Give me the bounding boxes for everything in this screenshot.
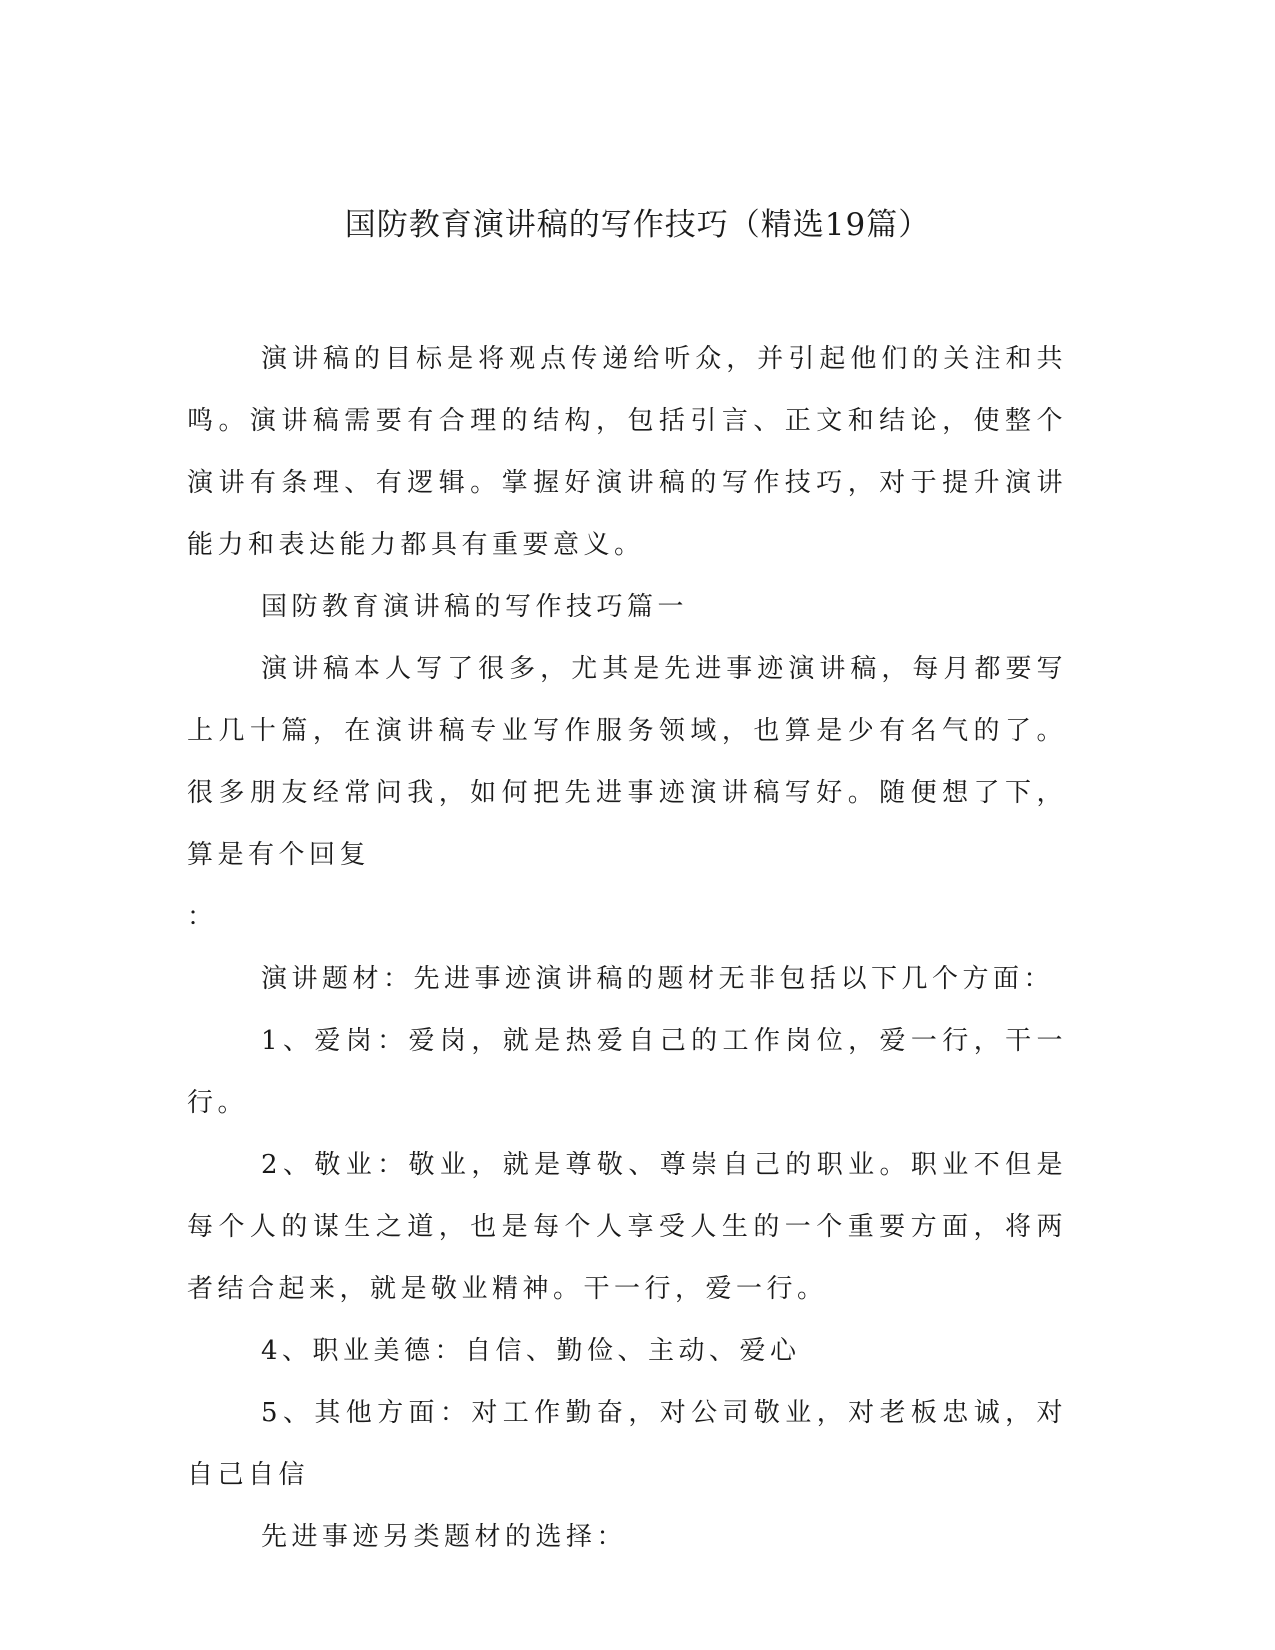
body-paragraph: 演讲稿本人写了很多，尤其是先进事迹演讲稿，每月都要写上几十篇，在演讲稿专业写作服务领域，也算是少有名气的了。很多朋友经常问我，如何把先进事迹演讲稿写好。随便想了下，算是有个回复: [187, 654, 1067, 870]
list-item: 2、敬业：敬业，就是尊敬、尊崇自己的职业。职业不但是每个人的谋生之道，也是每个人享受人生的一个重要方面，将两者结合起来，就是敬业精神。干一行，爱一行。: [187, 1150, 1067, 1304]
document-body: [187, 328, 1067, 1568]
intro-paragraph: 演讲稿的目标是将观点传递给听众，并引起他们的关注和共鸣。演讲稿需要有合理的结构，包括引言、正文和结论，使整个演讲有条理、有逻辑。掌握好演讲稿的写作技巧，对于提升演讲能力和表达能力都具有重要意义。: [187, 344, 1067, 560]
list-item: 5、其他方面：对工作勤奋，对公司敬业，对老板忠诚，对自己自信: [187, 1398, 1067, 1490]
body-paragraph: 先进事迹另类题材的选择：: [261, 1522, 628, 1552]
list-item: 1、爱岗：爱岗，就是热爱自己的工作岗位，爱一行，干一行。: [187, 1026, 1067, 1118]
body-paragraph: 演讲题材：先进事迹演讲稿的题材无非包括以下几个方面：: [261, 964, 1055, 994]
list-item: 4、职业美德：自信、勤俭、主动、爱心: [261, 1336, 801, 1366]
section-heading: 国防教育演讲稿的写作技巧篇一: [261, 592, 689, 622]
document-title: 国防教育演讲稿的写作技巧（精选19篇）: [344, 207, 931, 243]
body-paragraph: ：: [187, 902, 218, 932]
